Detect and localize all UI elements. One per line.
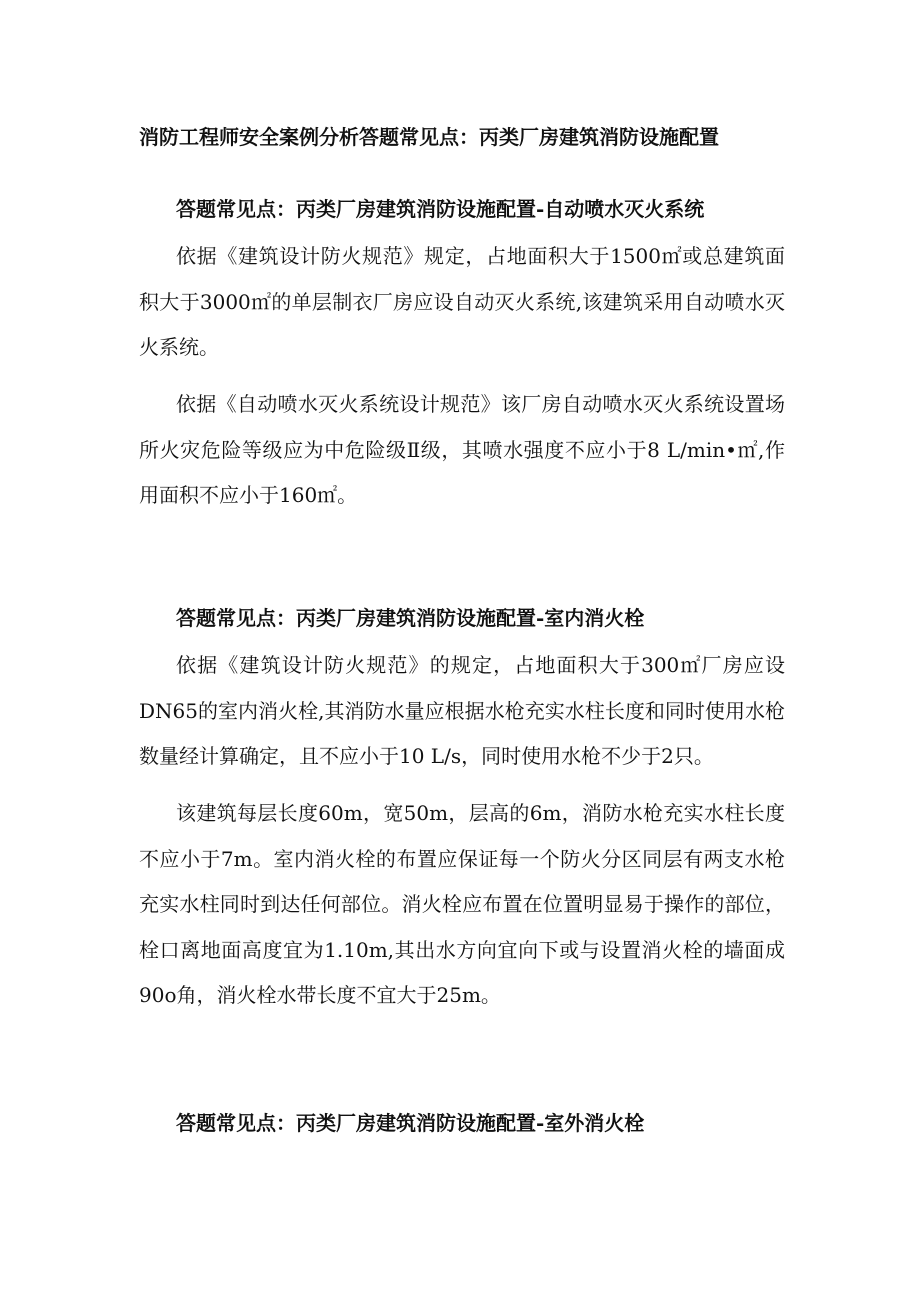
paragraph-sprinkler-2: 依据《自动喷水灭火系统设计规范》该厂房自动喷水灭火系统设置场所火灾危险等级应为中危险级Ⅱ级，其喷水强度不应小于8 L/min•㎡,作用面积不应小于160㎡。 (139, 392, 785, 507)
document-title: 消防工程师安全案例分析答题常见点：丙类厂房建筑消防设施配置 (139, 125, 719, 149)
paragraph-indoor-hydrant-2: 该建筑每层长度60m，宽50m，层高的6m，消防水枪充实水柱长度不应小于7m。室内消火栓的布置应保证每一个防火分区同层有两支水枪充实水柱同时到达任何部位。消火栓应布置在位置明显易于操作的部位，栓口离地面高度宜为1.10m,其出水方向宜向下或与设置消火栓的墙面成90o角，消火栓水带长度不宜大于25m。 (139, 801, 785, 1007)
section-heading-sprinkler: 答题常见点：丙类厂房建筑消防设施配置-自动喷水灭火系统 (176, 197, 705, 221)
section-heading-indoor-hydrant: 答题常见点：丙类厂房建筑消防设施配置-室内消火栓 (176, 606, 645, 630)
paragraph-sprinkler-1: 依据《建筑设计防火规范》规定，占地面积大于1500㎡或总建筑面积大于3000㎡的单层制衣厂房应设自动灭火系统,该建筑采用自动喷水灭火系统。 (139, 244, 785, 359)
paragraph-indoor-hydrant-1: 依据《建筑设计防火规范》的规定，占地面积大于300㎡厂房应设DN65的室内消火栓,其消防水量应根据水枪充实水柱长度和同时使用水枪数量经计算确定，且不应小于10 L/s，同时使用水枪不少于2只。 (139, 653, 785, 768)
section-heading-outdoor-hydrant: 答题常见点：丙类厂房建筑消防设施配置-室外消火栓 (176, 1111, 645, 1135)
